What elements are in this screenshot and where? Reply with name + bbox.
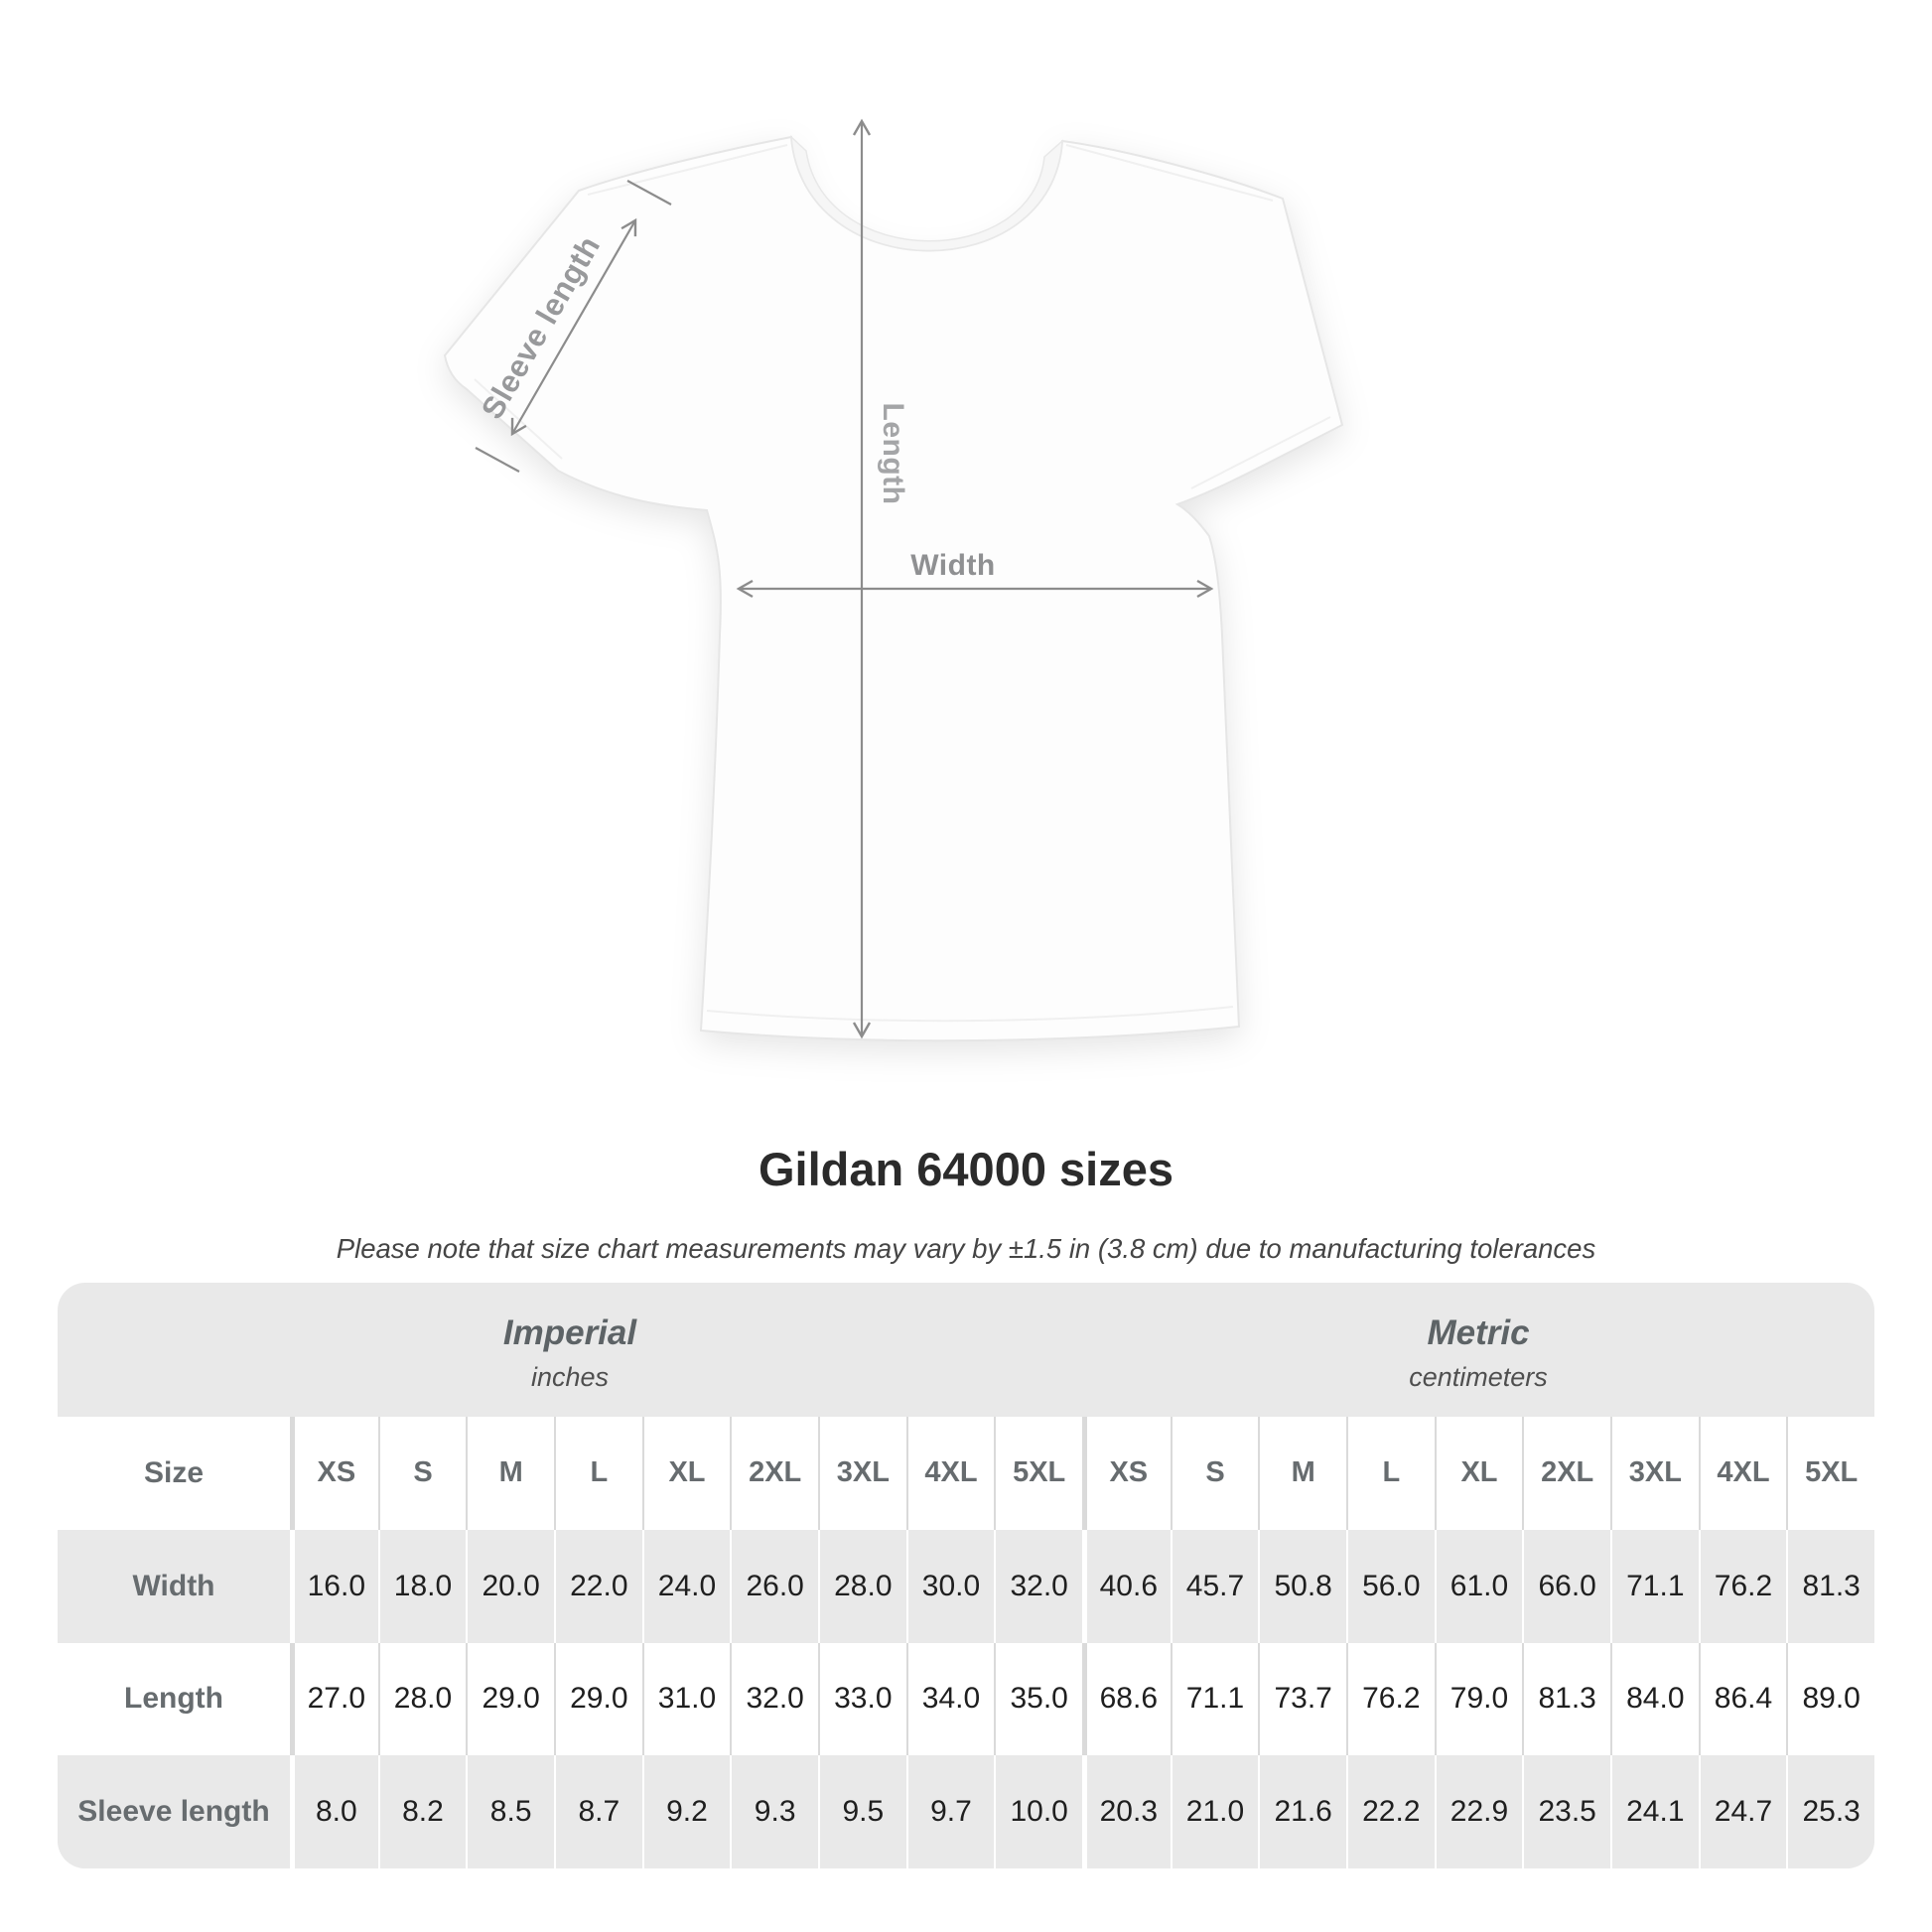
value-cell: 33.0 xyxy=(818,1643,906,1756)
size-header-cell: 4XL xyxy=(1699,1417,1787,1530)
size-header-cell: XL xyxy=(1435,1417,1523,1530)
tolerance-note: Please note that size chart measurements may vary by ±1.5 in (3.8 cm) due to manufacturing tolerances xyxy=(336,1233,1596,1264)
value-cell: 29.0 xyxy=(554,1643,642,1756)
value-cell: 9.2 xyxy=(642,1755,731,1868)
value-cell: 79.0 xyxy=(1435,1643,1523,1756)
value-cell: 8.0 xyxy=(290,1755,378,1868)
sleeve-arrow-end-cap xyxy=(476,448,519,472)
value-cell: 23.5 xyxy=(1522,1755,1610,1868)
length-label: Length xyxy=(877,402,909,505)
value-cell: 76.2 xyxy=(1346,1643,1435,1756)
table-row-length xyxy=(58,1643,1874,1756)
value-cell: 29.0 xyxy=(466,1643,554,1756)
value-cell: 76.2 xyxy=(1699,1530,1787,1643)
value-cell: 73.7 xyxy=(1258,1643,1346,1756)
value-cell: 71.1 xyxy=(1610,1530,1699,1643)
imperial-unit: inches xyxy=(530,1361,610,1392)
table-header-row xyxy=(58,1417,1874,1530)
value-cell: 28.0 xyxy=(818,1530,906,1643)
size-table xyxy=(58,1417,1874,1868)
table-row-sleeve-length xyxy=(58,1755,1874,1868)
value-cell: 18.0 xyxy=(378,1530,467,1643)
value-cell: 50.8 xyxy=(1258,1530,1346,1643)
row-label: Length xyxy=(124,1682,223,1716)
imperial-title: Imperial xyxy=(502,1312,637,1352)
value-cell: 24.7 xyxy=(1699,1755,1787,1868)
size-header-cell: M xyxy=(1258,1417,1346,1530)
size-header-cell: 3XL xyxy=(818,1417,906,1530)
value-cell: 9.3 xyxy=(730,1755,818,1868)
value-cell: 35.0 xyxy=(994,1643,1082,1756)
value-cell: 28.0 xyxy=(378,1643,467,1756)
value-cell: 9.5 xyxy=(818,1755,906,1868)
value-cell: 81.3 xyxy=(1786,1530,1874,1643)
size-header-cell: S xyxy=(1171,1417,1259,1530)
value-cell: 25.3 xyxy=(1786,1755,1874,1868)
metric-unit: centimeters xyxy=(1409,1361,1548,1392)
size-header-cell: XS xyxy=(290,1417,378,1530)
size-table-panel xyxy=(58,1283,1874,1868)
sleeve-length-label: Sleeve length xyxy=(474,229,608,425)
value-cell: 86.4 xyxy=(1699,1643,1787,1756)
size-header-cell: 4XL xyxy=(906,1417,995,1530)
metric-title: Metric xyxy=(1427,1312,1530,1352)
value-cell: 26.0 xyxy=(730,1530,818,1643)
value-cell: 81.3 xyxy=(1522,1643,1610,1756)
value-cell: 32.0 xyxy=(994,1530,1082,1643)
value-cell: 31.0 xyxy=(642,1643,731,1756)
value-cell: 16.0 xyxy=(290,1530,378,1643)
imperial-section-header xyxy=(58,1283,1082,1417)
value-cell: 71.1 xyxy=(1171,1643,1259,1756)
value-cell: 24.1 xyxy=(1610,1755,1699,1868)
size-header-cell: 2XL xyxy=(730,1417,818,1530)
value-cell: 61.0 xyxy=(1435,1530,1523,1643)
size-header-cell: 5XL xyxy=(1786,1417,1874,1530)
value-cell: 56.0 xyxy=(1346,1530,1435,1643)
value-cell: 40.6 xyxy=(1082,1530,1171,1643)
size-header-cell: 3XL xyxy=(1610,1417,1699,1530)
size-header-cell: XL xyxy=(642,1417,731,1530)
value-cell: 22.9 xyxy=(1435,1755,1523,1868)
value-cell: 45.7 xyxy=(1171,1530,1259,1643)
units-header xyxy=(58,1283,1874,1417)
value-cell: 30.0 xyxy=(906,1530,995,1643)
value-cell: 27.0 xyxy=(290,1643,378,1756)
value-cell: 32.0 xyxy=(730,1643,818,1756)
table-row-width xyxy=(58,1530,1874,1643)
width-label: Width xyxy=(910,549,996,582)
value-cell: 66.0 xyxy=(1522,1530,1610,1643)
value-cell: 10.0 xyxy=(994,1755,1082,1868)
value-cell: 21.6 xyxy=(1258,1755,1346,1868)
size-header-cell: L xyxy=(554,1417,642,1530)
value-cell: 8.5 xyxy=(466,1755,554,1868)
value-cell: 9.7 xyxy=(906,1755,995,1868)
size-header-cell: L xyxy=(1346,1417,1435,1530)
value-cell: 20.0 xyxy=(466,1530,554,1643)
value-cell: 21.0 xyxy=(1171,1755,1259,1868)
size-column-header: Size xyxy=(143,1455,205,1489)
value-cell: 89.0 xyxy=(1786,1643,1874,1756)
value-cell: 24.0 xyxy=(642,1530,731,1643)
value-cell: 8.2 xyxy=(378,1755,467,1868)
row-label: Width xyxy=(132,1569,215,1602)
value-cell: 84.0 xyxy=(1610,1643,1699,1756)
size-header-cell: S xyxy=(378,1417,467,1530)
value-cell: 68.6 xyxy=(1082,1643,1171,1756)
size-header-cell: M xyxy=(466,1417,554,1530)
size-header-cell: 5XL xyxy=(994,1417,1082,1530)
value-cell: 22.2 xyxy=(1346,1755,1435,1868)
value-cell: 34.0 xyxy=(906,1643,995,1756)
size-header-cell: 2XL xyxy=(1522,1417,1610,1530)
page-title: Gildan 64000 sizes xyxy=(758,1143,1174,1195)
row-label: Sleeve length xyxy=(77,1795,270,1829)
value-cell: 8.7 xyxy=(554,1755,642,1868)
value-cell: 20.3 xyxy=(1082,1755,1171,1868)
metric-section-header xyxy=(1082,1283,1874,1417)
size-header-cell: XS xyxy=(1082,1417,1171,1530)
value-cell: 22.0 xyxy=(554,1530,642,1643)
